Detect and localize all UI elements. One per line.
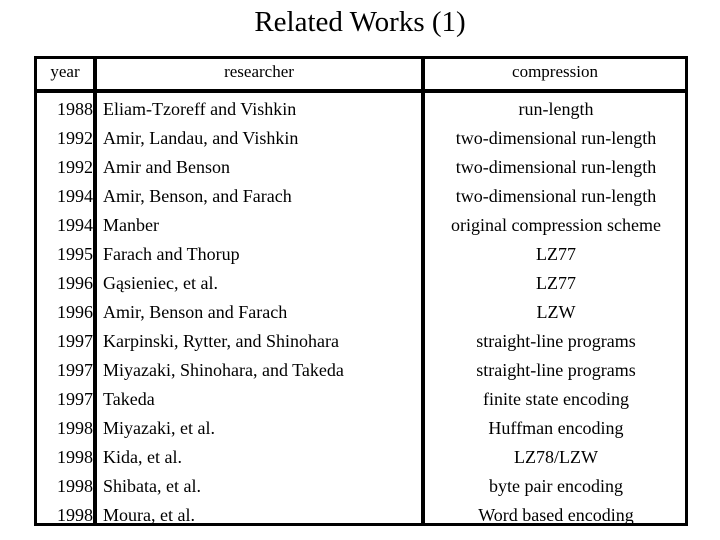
cell-year: 1992: [57, 128, 93, 148]
table-row: [37, 385, 685, 414]
cell-researcher: Miyazaki, et al.: [103, 418, 215, 438]
table-row: [37, 356, 685, 385]
table-row: [37, 153, 685, 182]
cell-researcher: Farach and Thorup: [103, 244, 240, 264]
cell-researcher: Shibata, et al.: [103, 476, 201, 496]
table-row: [37, 182, 685, 211]
table-row: [37, 124, 685, 153]
table-row: [37, 269, 685, 298]
cell-researcher: Manber: [103, 215, 159, 235]
header-researcher: researcher: [224, 62, 294, 81]
cell-researcher: Moura, et al.: [103, 505, 195, 525]
cell-compression: two-dimensional run-length: [455, 157, 657, 177]
cell-year: 1998: [57, 418, 93, 438]
table-row: [37, 414, 685, 443]
header-divider: [37, 89, 685, 93]
cell-compression: Huffman encoding: [488, 418, 624, 438]
table-row: [37, 211, 685, 240]
cell-compression: Word based encoding: [478, 505, 634, 525]
cell-compression: straight-line programs: [476, 360, 636, 380]
cell-researcher: Karpinski, Rytter, and Shinohara: [103, 331, 340, 351]
cell-researcher: Amir, Benson, and Farach: [103, 186, 292, 206]
cell-researcher: Takeda: [103, 389, 155, 409]
table-row: [37, 95, 685, 124]
cell-compression: run-length: [518, 99, 594, 119]
cell-year: 1994: [57, 215, 93, 235]
cell-researcher: Gąsieniec, et al.: [103, 273, 218, 293]
cell-compression: byte pair encoding: [489, 476, 623, 496]
cell-researcher: Eliam-Tzoreff and Vishkin: [103, 99, 297, 119]
related-works-table: [34, 56, 688, 526]
cell-researcher: Amir, Landau, and Vishkin: [103, 128, 299, 148]
table-row: [37, 443, 685, 472]
cell-researcher: Amir, Benson and Farach: [103, 302, 288, 322]
cell-year: 1988: [57, 99, 93, 119]
cell-year: 1998: [57, 476, 93, 496]
cell-compression: LZ77: [536, 273, 576, 293]
cell-compression: straight-line programs: [476, 331, 636, 351]
cell-compression: finite state encoding: [483, 389, 629, 409]
header-compression: compression: [512, 62, 598, 81]
table-row: [37, 472, 685, 501]
cell-year: 1997: [57, 389, 93, 409]
cell-compression: LZW: [536, 302, 576, 322]
cell-year: 1997: [57, 331, 93, 351]
cell-researcher: Miyazaki, Shinohara, and Takeda: [103, 360, 344, 380]
table-row: [37, 240, 685, 269]
cell-year: 1996: [57, 273, 93, 293]
cell-year: 1994: [57, 186, 93, 206]
cell-compression: original compression scheme: [451, 215, 661, 235]
cell-year: 1996: [57, 302, 93, 322]
cell-year: 1998: [57, 447, 93, 467]
cell-compression: LZ77: [536, 244, 576, 264]
cell-year: 1997: [57, 360, 93, 380]
slide-title: Related Works (1): [254, 6, 466, 38]
table-row: [37, 501, 685, 530]
header-year: year: [50, 62, 80, 81]
cell-researcher: Amir and Benson: [103, 157, 230, 177]
table-row: [37, 298, 685, 327]
cell-year: 1998: [57, 505, 93, 525]
cell-year: 1992: [57, 157, 93, 177]
cell-compression: two-dimensional run-length: [455, 128, 657, 148]
cell-researcher: Kida, et al.: [103, 447, 182, 467]
table-row: [37, 327, 685, 356]
cell-compression: two-dimensional run-length: [455, 186, 657, 206]
cell-year: 1995: [57, 244, 93, 264]
cell-compression: LZ78/LZW: [514, 447, 598, 467]
